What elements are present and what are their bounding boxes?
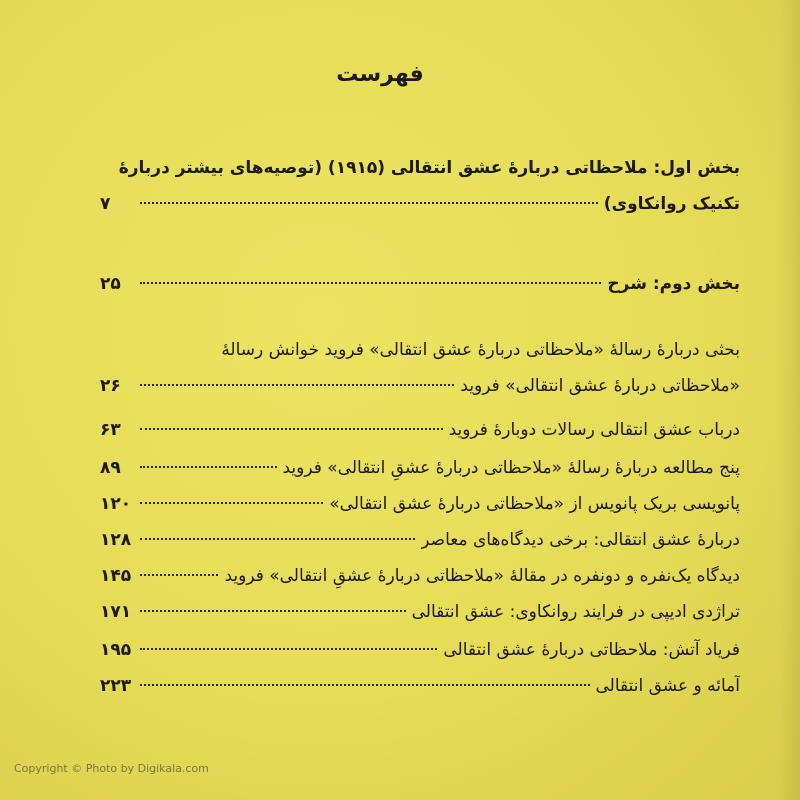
dot-leader: [140, 502, 323, 504]
toc-entry-line: تکنیک روانکاوی): [603, 194, 740, 214]
toc-entry: [100, 450, 740, 486]
page-number: ۷: [100, 194, 111, 214]
toc-entry-line: بحثی دربارهٔ رسالهٔ «ملاحظاتی دربارهٔ عشق انتقالی» فروید خوانش رسالهٔ: [221, 340, 740, 360]
toc-entry-row: [100, 594, 740, 630]
toc-entry-line: بخش اول: ملاحظاتی دربارهٔ عشق انتقالی (۱۹۱۵) (توصیه‌های بیشتر دربارهٔ: [118, 158, 740, 178]
toc-entry-part-two: [100, 266, 740, 302]
toc-entry: [100, 594, 740, 630]
dot-leader: [140, 466, 277, 468]
toc-entry-line: دربارهٔ عشق انتقالی: برخی دیدگاه‌های معاصر: [421, 530, 740, 550]
toc-entry-row: [100, 486, 740, 522]
toc-entry: [100, 486, 740, 522]
dot-leader: [140, 384, 454, 386]
page-number: ۲۵: [100, 274, 121, 294]
copyright-watermark: Copyright © Photo by Digikala.com: [14, 762, 209, 775]
toc-entry-row: [100, 450, 740, 486]
page-number: ۲۶: [100, 376, 121, 396]
toc-entry-row: [100, 522, 740, 558]
toc-entry-line: بخش دوم: شرح: [607, 274, 740, 294]
toc-entry-line: «ملاحظاتی دربارهٔ عشق انتقالی» فروید: [460, 376, 740, 396]
dot-leader: [140, 538, 415, 540]
toc-entry-line: پانویسی بریک پانویس از «ملاحظاتی دربارهٔ عشق انتقالی»: [329, 494, 740, 514]
page-number: ۱۴۵: [100, 566, 132, 586]
page-number: ۱۲۸: [100, 530, 132, 550]
book-spine-shadow: [778, 0, 800, 800]
toc-entry-row: [100, 668, 740, 704]
toc-entry-row: [100, 186, 740, 222]
toc-entry-row: [100, 412, 740, 448]
dot-leader: [140, 574, 218, 576]
toc-entry-line: درباب عشق انتقالی رسالات دوبارهٔ فروید: [448, 420, 740, 440]
toc-entry-part-one: [100, 150, 740, 222]
page-title: فهرست: [336, 62, 424, 87]
toc-entry-row: [100, 632, 740, 668]
toc-entry: [100, 668, 740, 704]
toc-entry: [100, 412, 740, 448]
toc-entry: [100, 332, 740, 404]
toc-entry-line: دیدگاه یک‌نفره و دونفره در مقالهٔ «ملاحظاتی دربارهٔ عشقِ انتقالی» فروید: [224, 566, 740, 586]
page-number: ۶۳: [100, 420, 121, 440]
toc-entry-line: آمائه و عشق انتقالی: [595, 676, 740, 696]
toc-entry: [100, 632, 740, 668]
dot-leader: [140, 648, 437, 650]
dot-leader: [140, 428, 443, 430]
toc-entry-row: [100, 558, 740, 594]
dot-leader: [140, 610, 406, 612]
toc-entry-line: تراژدی ادیپی در فرایند روانکاوی: عشق انتقالی: [411, 602, 740, 622]
toc-entry: [100, 522, 740, 558]
page-number: ۲۲۳: [100, 676, 132, 696]
dot-leader: [140, 684, 590, 686]
page-number: ۱۹۵: [100, 640, 132, 660]
toc-entry-row: [100, 266, 740, 302]
dot-leader: [140, 202, 598, 204]
toc-entry: [100, 558, 740, 594]
toc-entry-row: [100, 368, 740, 404]
dot-leader: [140, 282, 601, 284]
page-number: ۸۹: [100, 458, 121, 478]
toc-entry-line: فریاد آتش: ملاحظاتی دربارهٔ عشق انتقالی: [443, 640, 740, 660]
page-number: ۱۷۱: [100, 602, 132, 622]
page-number: ۱۲۰: [100, 494, 132, 514]
toc-entry-line: پنج مطالعه دربارهٔ رسالهٔ «ملاحظاتی دربارهٔ عشقِ انتقالی» فروید: [282, 458, 740, 478]
